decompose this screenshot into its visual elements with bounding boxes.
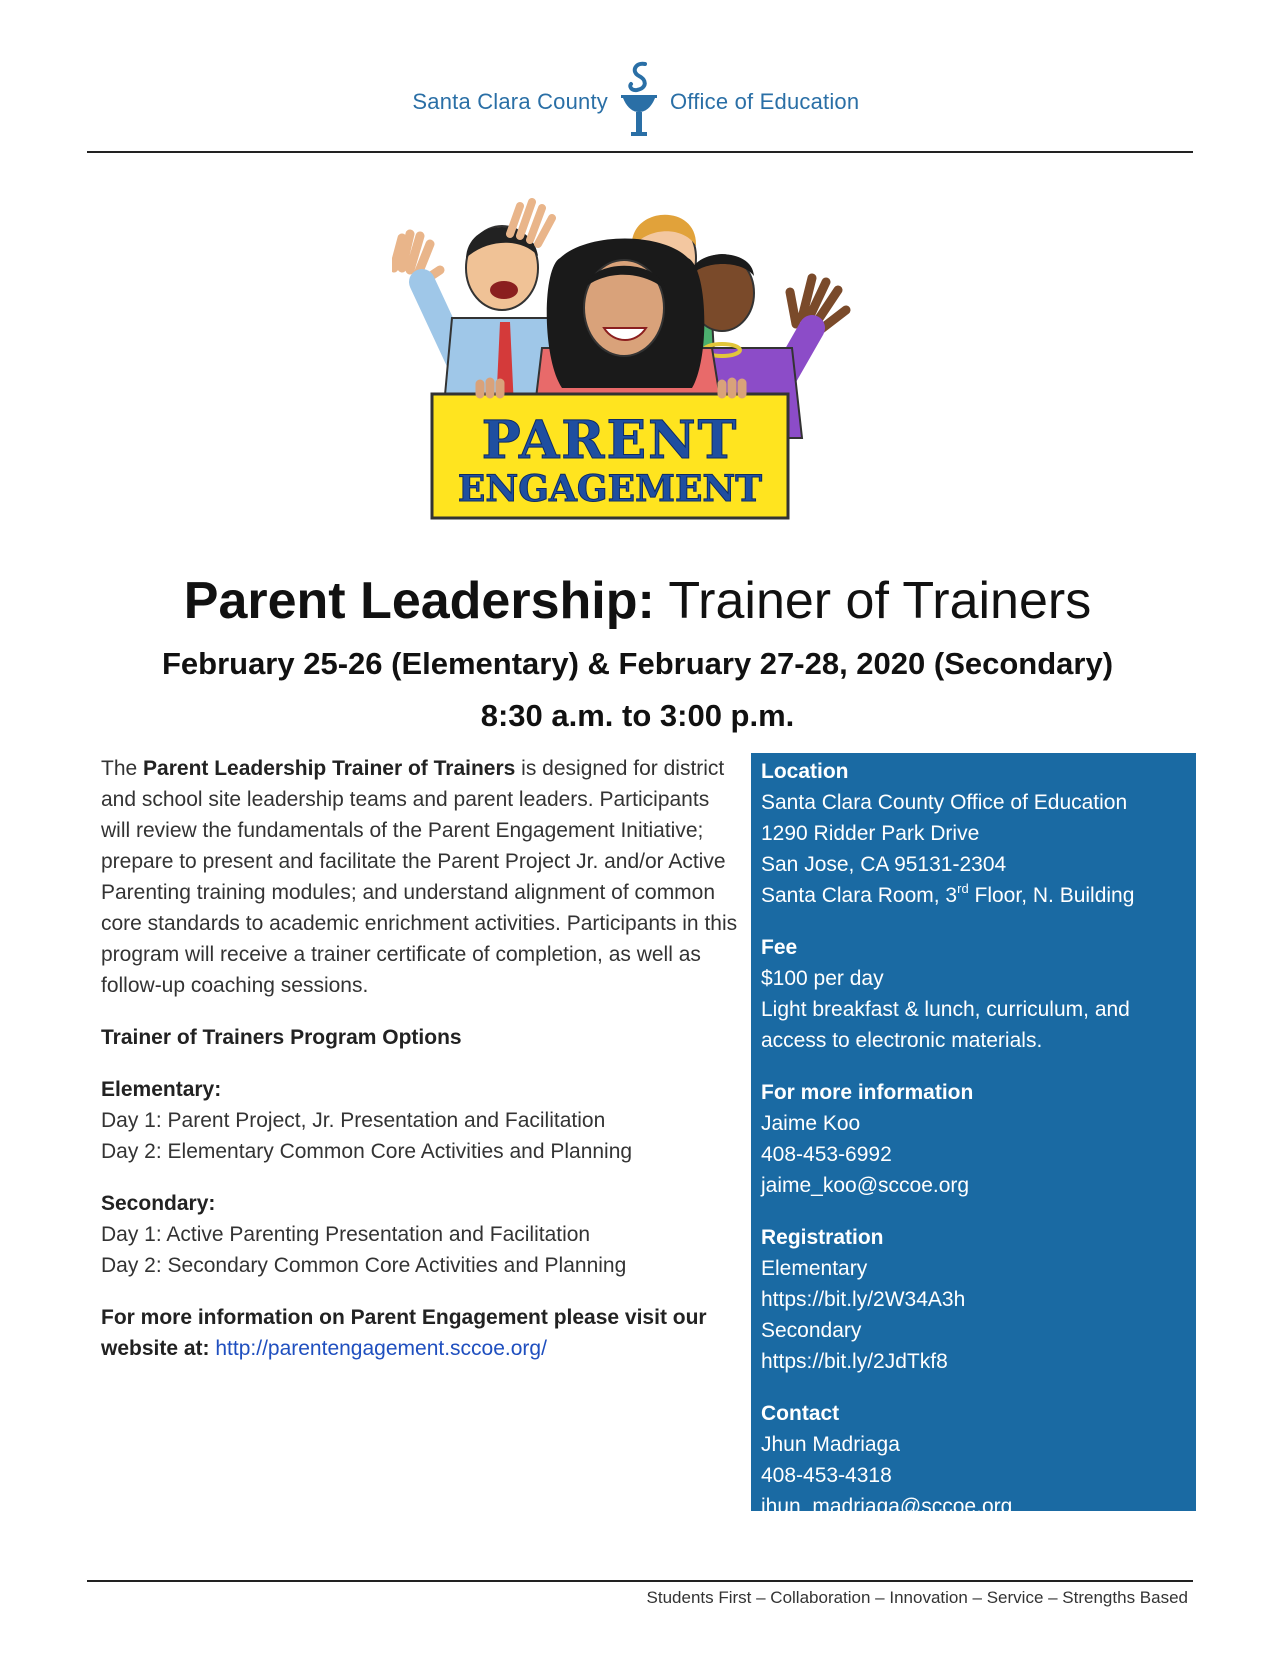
description-column bbox=[101, 753, 741, 1364]
more-info-line2: website at: http://parentengagement.sccoe.org/ bbox=[101, 1337, 547, 1360]
intro-paragraph: The Parent Leadership Trainer of Trainers is designed for district and school site leadership teams and parent leaders. Participants will review the fundamentals of the Parent Engagement Initiative; prepare to present and facilitate the Parent Project Jr. and/or Active Parenting training modules; and understand alignment of common core standards to academic enrichment activities. Participants in this program will receive a trainer certificate of completion, as well as follow-up coaching sessions. bbox=[101, 757, 738, 997]
location-line1: Santa Clara County Office of Education bbox=[761, 791, 1128, 814]
more-info-heading: For more information bbox=[761, 1081, 974, 1104]
org-name-left: Santa Clara County bbox=[412, 89, 608, 114]
registration-secondary-link[interactable]: https://bit.ly/2JdTkf8 bbox=[761, 1350, 948, 1373]
website-link[interactable]: http://parentengagement.sccoe.org/ bbox=[215, 1337, 547, 1360]
registration-secondary-label: Secondary bbox=[761, 1319, 862, 1342]
program-options-heading: Trainer of Trainers Program Options bbox=[101, 1026, 462, 1049]
secondary-day2: Day 2: Secondary Common Core Activities and Planning bbox=[101, 1254, 627, 1277]
contact-email[interactable]: jhun_madriaga@sccoe.org bbox=[761, 1495, 1013, 1518]
event-times: 8:30 a.m. to 3:00 p.m. bbox=[480, 698, 795, 733]
banner-line1: PARENT bbox=[481, 410, 739, 471]
more-info-email[interactable]: jaime_koo@sccoe.org bbox=[761, 1174, 970, 1197]
org-name-right: Office of Education bbox=[670, 89, 860, 114]
elementary-day1: Day 1: Parent Project, Jr. Presentation and Facilitation bbox=[101, 1109, 606, 1132]
elementary-day2: Day 2: Elementary Common Core Activities and Planning bbox=[101, 1140, 633, 1163]
more-info-phone: 408-453-6992 bbox=[761, 1143, 892, 1166]
torch-logo-icon bbox=[617, 58, 661, 140]
footer-divider bbox=[87, 1580, 1193, 1582]
location-heading: Location bbox=[761, 760, 849, 783]
event-dates: February 25-26 (Elementary) & February 27-28, 2020 (Secondary) bbox=[161, 646, 1114, 681]
fee-line3: access to electronic materials. bbox=[761, 1029, 1043, 1052]
registration-elementary-label: Elementary bbox=[761, 1257, 868, 1280]
fee-heading: Fee bbox=[761, 936, 798, 959]
secondary-heading: Secondary: bbox=[101, 1192, 216, 1215]
page-title bbox=[0, 571, 1275, 631]
registration-elementary-link[interactable]: https://bit.ly/2W34A3h bbox=[761, 1288, 966, 1311]
title-light: Trainer of Trainers bbox=[654, 572, 1092, 630]
more-info-name: Jaime Koo bbox=[761, 1112, 861, 1135]
header-divider bbox=[87, 151, 1193, 153]
event-info-box bbox=[751, 753, 1196, 1518]
location-line4: Santa Clara Room, 3rd Floor, N. Building bbox=[761, 881, 1135, 907]
more-info-line1: For more information on Parent Engagement please visit our bbox=[101, 1306, 707, 1329]
banner-line2: ENGAGEMENT bbox=[457, 468, 763, 510]
elementary-heading: Elementary: bbox=[101, 1078, 222, 1101]
parent-engagement-illustration bbox=[392, 198, 852, 560]
location-line2: 1290 Ridder Park Drive bbox=[761, 822, 980, 845]
contact-phone: 408-453-4318 bbox=[761, 1464, 892, 1487]
program-name: Parent Leadership Trainer of Trainers bbox=[143, 757, 516, 780]
location-line3: San Jose, CA 95131-2304 bbox=[761, 853, 1007, 876]
contact-heading: Contact bbox=[761, 1402, 840, 1425]
fee-line2: Light breakfast & lunch, curriculum, and bbox=[761, 998, 1130, 1021]
registration-heading: Registration bbox=[761, 1226, 884, 1249]
fee-line1: $100 per day bbox=[761, 967, 884, 990]
contact-name: Jhun Madriaga bbox=[761, 1433, 900, 1456]
footer-values: Students First – Collaboration – Innovation – Service – Strengths Based bbox=[646, 1588, 1188, 1607]
secondary-day1: Day 1: Active Parenting Presentation and Facilitation bbox=[101, 1223, 591, 1246]
title-bold: Parent Leadership: bbox=[183, 572, 655, 630]
